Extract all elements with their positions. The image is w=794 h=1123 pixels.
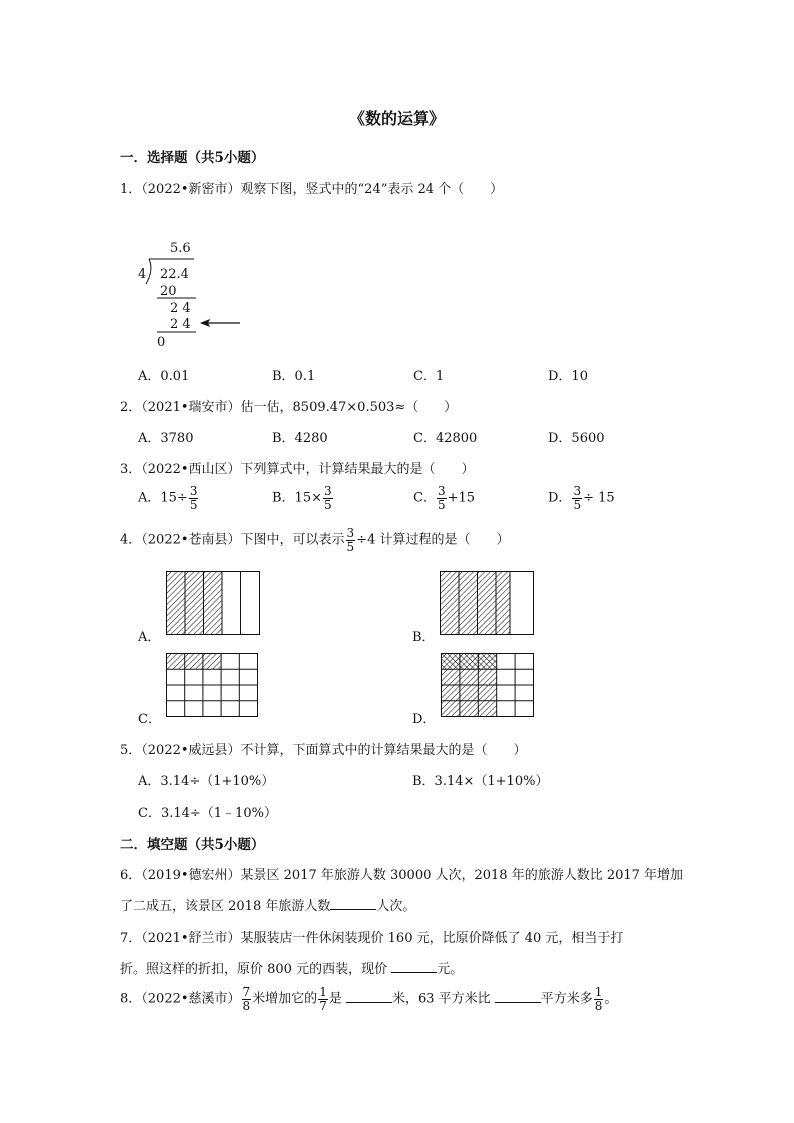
answer-blank[interactable] (495, 990, 541, 1003)
question-6-line-1: 6．（2019•德宏州）某景区 2017 年旅游人数 30000 人次，2018 年的旅游人数比 2017 年增加 (120, 868, 684, 883)
answer-blank[interactable] (346, 990, 392, 1003)
question-4-suffix: ÷4 计算过程的是（ ） (356, 532, 510, 548)
answer-blank[interactable] (330, 897, 376, 910)
question-8-text-1: 米增加它的 (252, 991, 318, 1007)
q1-option-d: D．10 (548, 369, 588, 384)
question-7-line-2 (120, 958, 463, 977)
q1-option-c: C．1 (413, 369, 445, 384)
q3-option-c-prefix: C． (413, 490, 436, 506)
section-fill-heading: 二．填空题（共5小题） (120, 837, 265, 853)
q1-option-a: A．0.01 (138, 369, 190, 384)
q3-option-b-prefix: B．15× (272, 490, 322, 506)
quotient: 5.6 (170, 241, 191, 256)
question-8-text-2: 是 (328, 991, 346, 1007)
step-1: 20 (160, 284, 177, 299)
divisor: 4 (138, 267, 147, 282)
q3-option-c-suffix: +15 (447, 490, 476, 506)
q3-option-d-suffix: ÷ 15 (583, 490, 615, 506)
question-7-prefix: 折。照这样的折扣，原价 800 元的西装，现价 (120, 962, 392, 977)
q3-option-b (272, 485, 334, 511)
question-6-prefix: 了二成五，该景区 2018 年旅游人数 (120, 899, 331, 914)
question-8-text-4: 平方米多 (540, 991, 593, 1007)
q2-option-a: A．3780 (138, 431, 194, 446)
question-5-text: 5．（2022•威远县）不计算，下面算式中的计算结果最大的是（ ） (120, 743, 527, 758)
q3-option-c (413, 485, 475, 511)
section-choice-heading: 一．选择题（共5小题） (120, 150, 265, 166)
question-6-suffix: 人次。 (376, 899, 416, 914)
page-title: 《数的运算》 (348, 109, 445, 128)
fraction: $\frac{3}{5}$ (346, 526, 355, 554)
fraction: $\frac{3}{5}$ (573, 484, 582, 512)
question-3-text: 3．（2022•西山区）下列算式中，计算结果最大的是（ ） (120, 462, 475, 477)
division-bracket (146, 259, 151, 284)
long-division-figure (130, 236, 250, 351)
q5-option-b: B．3.14×（1+10%） (412, 774, 549, 789)
answer-blank[interactable] (391, 960, 437, 973)
question-4-prefix: 4．（2022•苍南县）下图中，可以表示 (120, 532, 345, 548)
q2-option-d: D．5600 (548, 431, 605, 446)
q4-label-c: C． (138, 712, 161, 727)
diagram-a (166, 571, 260, 635)
q2-option-c: C．42800 (413, 431, 478, 446)
question-8-text-3: 米，63 平方米比 (391, 991, 495, 1007)
fraction: $\frac{3}{5}$ (324, 484, 332, 512)
q5-option-a: A．3.14÷（1+10%） (138, 774, 275, 789)
question-4-text (120, 527, 509, 553)
diagram-c (166, 653, 258, 717)
remainder: 0 (157, 335, 166, 350)
q3-option-d-prefix: D． (548, 490, 572, 506)
q3-option-a (138, 485, 199, 511)
q4-label-b: B． (412, 630, 435, 645)
question-7-line-1: 7．（2021•舒兰市）某服装店一件休闲装现价 160 元，比原价降低了 40 元，相当于打 (120, 931, 624, 946)
question-8-text (120, 986, 617, 1012)
q3-option-a-prefix: A．15÷ (138, 490, 188, 506)
question-6-line-2 (120, 895, 415, 914)
q1-option-b: B．0.1 (272, 369, 316, 384)
question-8-suffix: 。 (604, 991, 618, 1007)
question-7-suffix: 元。 (437, 962, 464, 977)
q2-option-b: B．4280 (272, 431, 328, 446)
dividend: 22.4 (160, 267, 189, 282)
step-3: 2 4 (170, 317, 191, 332)
q4-label-d: D． (412, 712, 436, 727)
q3-option-d (548, 485, 615, 511)
fraction: $\frac{3}{5}$ (437, 484, 446, 512)
diagram-d (441, 653, 534, 717)
question-2-text: 2．（2021•瑞安市）估一估，8509.47×0.503≈（ ） (120, 400, 458, 415)
q5-option-c: C．3.14÷（1﹣10%） (138, 806, 277, 821)
fraction: $\frac{1}{7}$ (319, 985, 327, 1013)
fraction: $\frac{1}{8}$ (594, 985, 603, 1013)
question-1-text: 1．（2022•新密市）观察下图，竖式中的“24”表示 24 个（ ） (120, 182, 504, 197)
step-2: 2 4 (170, 301, 191, 316)
q4-label-a: A． (138, 630, 161, 645)
fraction: $\frac{7}{8}$ (242, 985, 251, 1013)
question-8-prefix: 8．（2022•慈溪市） (120, 991, 241, 1007)
diagram-b (440, 571, 534, 635)
fraction: $\frac{3}{5}$ (189, 484, 198, 512)
